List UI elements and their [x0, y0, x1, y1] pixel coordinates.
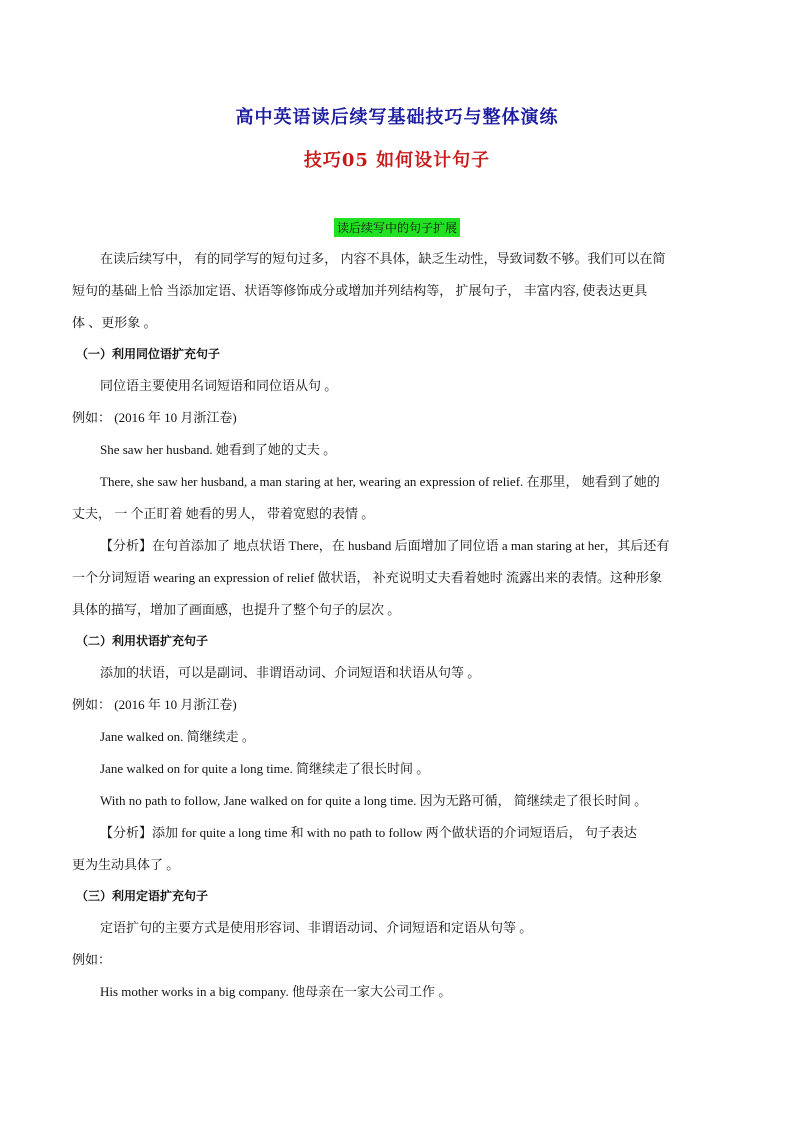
paragraph-line: 短句的基础上恰 当添加定语、状语等修饰成分或增加并列结构等， 扩展句子， 丰富内容, 使表达更具	[72, 283, 648, 298]
section-heading: （一）利用同位语扩充句子	[76, 347, 221, 361]
document-subtitle: 技巧05 如何设计句子	[303, 150, 491, 171]
analysis-line: 【分析】添加 for quite a long time 和 with no path to follow 两个做状语的介词短语后， 句子表达	[100, 825, 637, 840]
analysis-line: 具体的描写，增加了画面感，也提升了整个句子的层次 。	[72, 602, 401, 617]
example-sentence: With no path to follow, Jane walked on for quite a long time. 因为无路可循， 简继续走了很长时间 。	[100, 793, 648, 808]
analysis-line: 【分析】在句首添加了 地点状语 There，在 husband 后面增加了同位语 a man staring at her，其后还有	[100, 538, 670, 553]
example-sentence: Jane walked on. 简继续走 。	[100, 729, 255, 744]
document-title: 高中英语读后续写基础技巧与整体演练	[235, 107, 559, 128]
example-label: 例如： (2016 年 10 月浙江卷)	[72, 410, 237, 425]
analysis-line: 一个分词短语 wearing an expression of relief 做状语， 补充说明丈夫看着她时 流露出来的表情。这种形象	[72, 570, 662, 585]
example-sentence: Jane walked on for quite a long time. 简继续走了很长时间 。	[100, 761, 430, 776]
paragraph-line: 同位语主要使用名词短语和同位语从句 。	[100, 378, 338, 393]
section-heading: （二）利用状语扩充句子	[76, 634, 209, 648]
paragraph-line: 在读后续写中， 有的同学写的短句过多， 内容不具体，缺乏生动性，导致词数不够。我们可以在简	[100, 251, 666, 266]
example-sentence: There, she saw her husband, a man staring at her, wearing an expression of relief. 在那里， 她看到了她的	[100, 474, 660, 489]
section-heading: （三）利用定语扩充句子	[76, 889, 209, 903]
analysis-line: 更为生动具体了 。	[72, 857, 180, 872]
highlight-heading: 读后续写中的句子扩展	[334, 218, 460, 237]
example-sentence: She saw her husband. 她看到了她的丈夫 。	[100, 442, 337, 457]
paragraph-line: 体 、更形象 。	[72, 315, 157, 330]
example-label: 例如： (2016 年 10 月浙江卷)	[72, 697, 237, 712]
paragraph-line: 定语扩句的主要方式是使用形容词、非谓语动词、介词短语和定语从句等 。	[100, 920, 533, 935]
example-sentence: His mother works in a big company. 他母亲在一家大公司工作 。	[100, 984, 452, 999]
paragraph-line: 添加的状语，可以是副词、非谓语动词、介词短语和状语从句等 。	[100, 665, 481, 680]
highlight-heading-wrap	[0, 217, 794, 237]
example-label: 例如：	[72, 952, 112, 967]
paragraph-line: 丈夫， 一 个正盯着 她看的男人， 带着宽慰的表情 。	[72, 506, 375, 521]
